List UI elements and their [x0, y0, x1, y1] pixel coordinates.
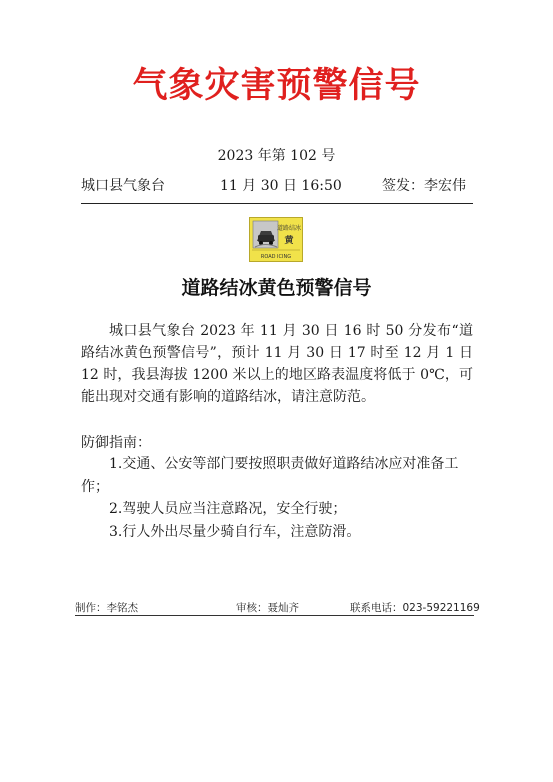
guidance-item: 1.交通、公安等部门要按照职责做好道路结冰应对准备工作； — [81, 456, 459, 495]
signal-title: 道路结冰黄色预警信号 — [181, 277, 372, 299]
guidance-heading: 防御指南： — [81, 435, 151, 451]
reviewer: 审核：聂灿齐 — [236, 602, 299, 614]
header-divider — [81, 203, 473, 204]
road-icing-yellow-warning-icon — [249, 217, 303, 262]
icon-label-cn: 道路结冰 — [276, 225, 302, 232]
issuing-agency: 城口县气象台 — [81, 178, 165, 194]
road-icing-icon — [250, 218, 302, 261]
producer: 制作：李铭杰 — [75, 602, 138, 614]
contact-phone: 联系电话：023-59221169 — [350, 602, 480, 614]
guidance-item: 2.驾驶人员应当注意路况，安全行驶； — [109, 501, 347, 517]
guidance-item: 3.行人外出尽量少骑自行车，注意防滑。 — [109, 523, 361, 540]
signer: 签发：李宏伟 — [382, 178, 466, 194]
warning-body-text: 城口县气象台 2023 年 11 月 30 日 16 时 50 分发布“道路结冰黄色预警信号”，预计 11 月 30 日 17 时至 12 月 1 日 12 时，我县海拔 1200 米以上的地区路表温度将低于 0℃，可能出现对交通有影响的道路结冰，请注意防范。 — [81, 323, 473, 405]
icon-label-level: 黄 — [284, 236, 294, 246]
guidance-list — [81, 453, 473, 543]
footer-divider — [75, 615, 474, 616]
icon-label-en: ROAD ICING — [260, 254, 292, 260]
issue-datetime: 11 月 30 日 16:50 — [220, 178, 342, 194]
issue-number: 2023 年第 102 号 — [217, 148, 336, 164]
document-title: 气象灾害预警信号 — [132, 66, 421, 106]
